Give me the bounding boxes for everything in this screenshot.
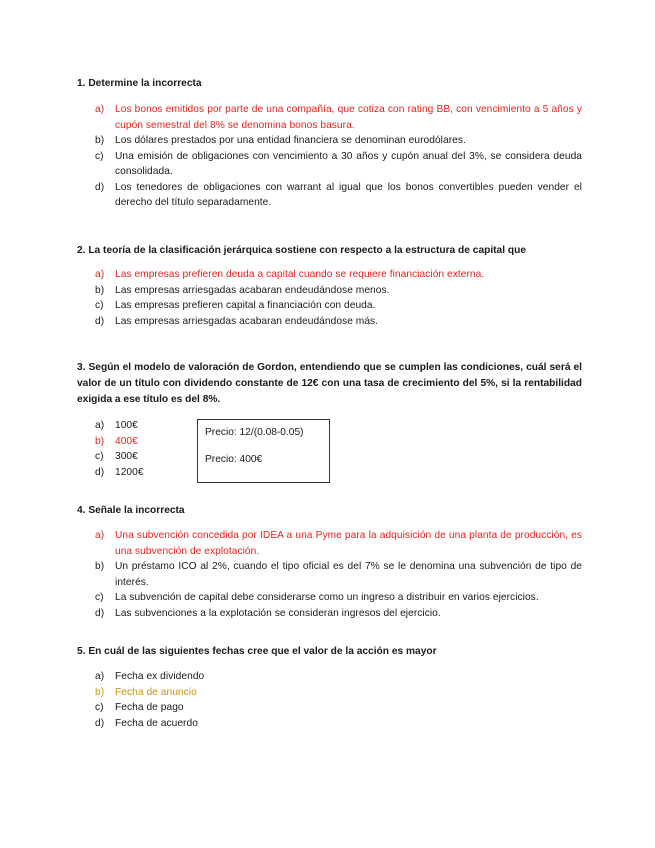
question-2 bbox=[77, 243, 582, 329]
option-letter: b) bbox=[95, 686, 105, 698]
option-letter: d) bbox=[95, 717, 105, 729]
question-2-options bbox=[77, 267, 582, 329]
option-text: Los bonos emitidos por parte de una compañía, que cotiza con rating BB, con vencimiento a 5 años y cupón semestral del 8% se denomina bonos basura. bbox=[115, 104, 582, 131]
option-text: Fecha de anuncio bbox=[115, 686, 197, 698]
option-letter: b) bbox=[95, 135, 105, 146]
option-text: Las subvenciones a la explotación se consideran ingresos del ejercicio. bbox=[115, 607, 441, 619]
question-2-title: 2. La teoría de la clasificación jerárquica sostiene con respecto a la estructura de capital que bbox=[77, 245, 526, 256]
option-text: Los tenedores de obligaciones con warrant al igual que los bonos convertibles pueden vender el derecho del título separadamente. bbox=[115, 181, 582, 208]
option-text: Las empresas prefieren capital a financiación con deuda. bbox=[115, 300, 376, 311]
question-2-option-d bbox=[77, 314, 582, 330]
option-letter: d) bbox=[95, 181, 105, 193]
option-letter: b) bbox=[95, 284, 105, 296]
question-4-option-c bbox=[77, 590, 582, 606]
option-letter: d) bbox=[95, 607, 105, 619]
question-2-option-a bbox=[77, 267, 582, 283]
question-4-option-d bbox=[77, 606, 582, 622]
option-letter: b) bbox=[95, 435, 105, 447]
option-letter: a) bbox=[95, 671, 105, 682]
option-letter: a) bbox=[95, 104, 105, 115]
option-text: Las empresas arriesgadas acabaran endeudándose menos. bbox=[115, 284, 390, 296]
question-1 bbox=[77, 76, 582, 211]
option-text: Una emisión de obligaciones con vencimiento a 30 años y cupón anual del 3%, se considera deuda consolidada. bbox=[115, 150, 582, 177]
option-text: La subvención de capital debe considerarse como un ingreso a distribuir en varios ejercicios. bbox=[115, 592, 539, 603]
question-4-option-a bbox=[77, 528, 582, 559]
question-1-title: 1. Determine la incorrecta bbox=[77, 78, 202, 89]
option-letter: a) bbox=[95, 420, 105, 431]
question-4-title: 4. Señale la incorrecta bbox=[77, 505, 185, 516]
option-text: Un préstamo ICO al 2%, cuando el tipo oficial es del 7% se le denomina una subvención de tipo de interés. bbox=[115, 561, 582, 588]
option-text: 400€ bbox=[115, 435, 138, 447]
question-4 bbox=[77, 503, 582, 621]
option-text: Los dólares prestados por una entidad financiera se denominan eurodólares. bbox=[115, 135, 466, 146]
option-letter: c) bbox=[95, 702, 104, 713]
question-5-option-b bbox=[77, 685, 582, 701]
option-text: Fecha de pago bbox=[115, 702, 184, 713]
question-2-option-c bbox=[77, 298, 582, 314]
question-5 bbox=[77, 644, 582, 731]
option-letter: a) bbox=[95, 269, 105, 280]
option-text: Una subvención concedida por IDEA a una Pyme para la adquisición de una planta de producción, es una subvención de explotación. bbox=[115, 530, 582, 557]
option-text: Las empresas arriesgadas acabaran endeudándose más. bbox=[115, 315, 379, 327]
option-text: Las empresas prefieren deuda a capital cuando se requiere financiación externa. bbox=[115, 269, 485, 280]
option-letter: c) bbox=[95, 300, 104, 311]
calculation-box bbox=[197, 419, 330, 483]
option-letter: c) bbox=[95, 150, 104, 162]
question-1-option-a bbox=[77, 102, 582, 133]
option-text: 300€ bbox=[115, 451, 138, 462]
question-5-option-c bbox=[77, 700, 582, 716]
option-letter: c) bbox=[95, 451, 104, 462]
option-letter: b) bbox=[95, 561, 105, 572]
question-4-options bbox=[77, 528, 582, 621]
question-5-options bbox=[77, 669, 582, 731]
question-3-title: 3. Según el modelo de valoración de Gordon, entendiendo que se cumplen las condiciones, cuál será el valor de un título con dividendo constante de 12€ con una tasa de crecimiento del 5%, si la rentabilidad exigida a ese título es del 8%. bbox=[77, 362, 582, 405]
option-letter: c) bbox=[95, 592, 104, 603]
question-1-options bbox=[77, 102, 582, 211]
option-text: 100€ bbox=[115, 420, 138, 431]
question-4-option-b bbox=[77, 559, 582, 590]
question-2-option-b bbox=[77, 283, 582, 299]
option-text: 1200€ bbox=[115, 466, 144, 478]
question-5-title: 5. En cuál de las siguientes fechas cree que el valor de la acción es mayor bbox=[77, 646, 437, 657]
question-5-option-a bbox=[77, 669, 582, 685]
option-text: Fecha de acuerdo bbox=[115, 717, 198, 729]
option-letter: d) bbox=[95, 315, 105, 327]
option-text: Fecha ex dividendo bbox=[115, 671, 205, 682]
question-1-option-d bbox=[77, 180, 582, 211]
option-letter: a) bbox=[95, 530, 105, 541]
question-1-option-b bbox=[77, 133, 582, 149]
question-5-option-d bbox=[77, 716, 582, 732]
calculation-result: Precio: 400€ bbox=[205, 453, 263, 465]
option-letter: d) bbox=[95, 466, 105, 478]
calculation-formula: Precio: 12/(0.08-0.05) bbox=[205, 427, 304, 438]
question-1-option-c bbox=[77, 149, 582, 180]
